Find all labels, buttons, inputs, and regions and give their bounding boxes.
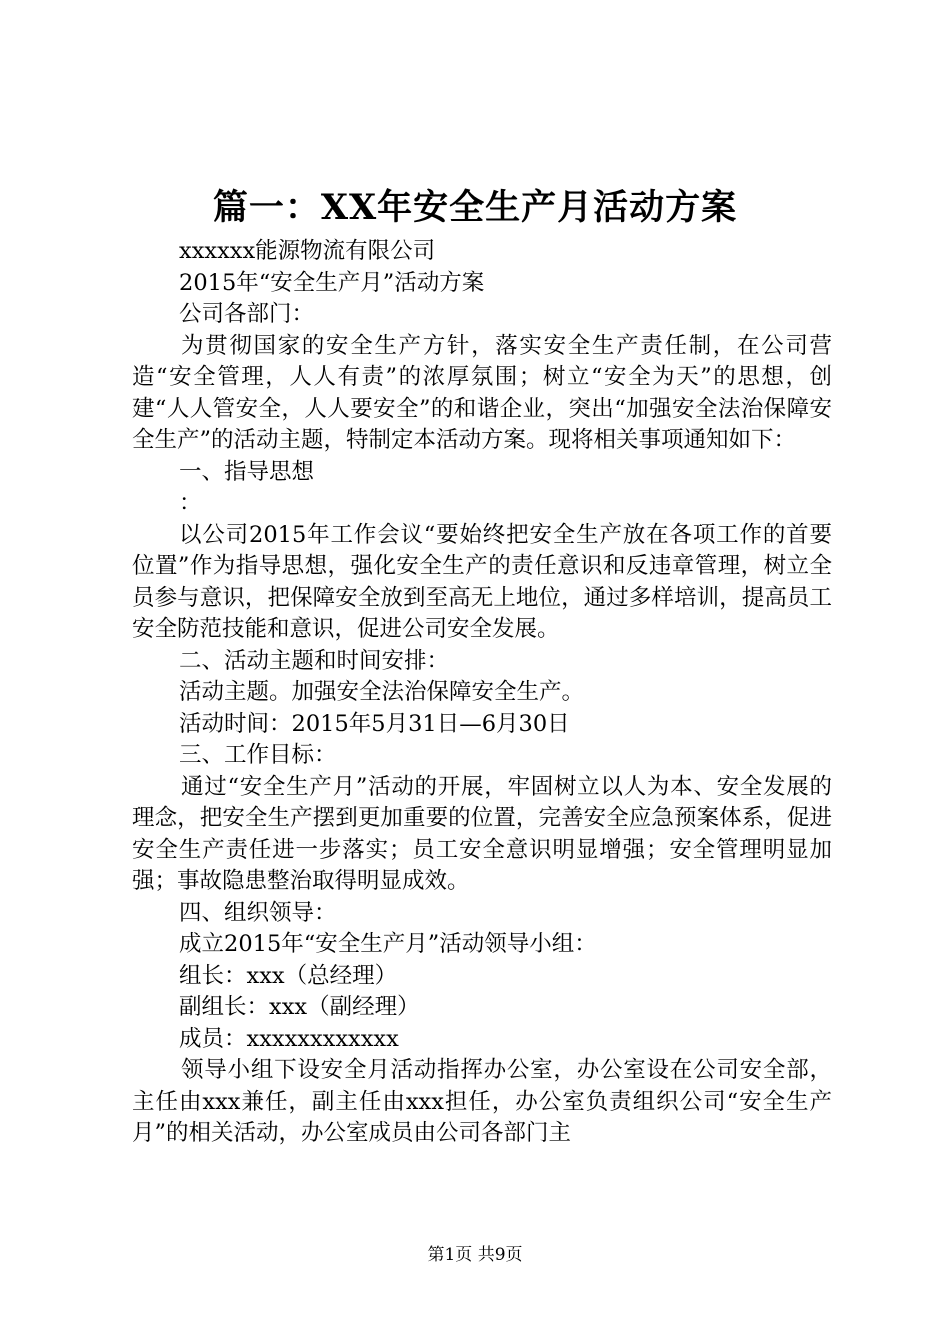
plan-name-line: 2015年“安全生产月”活动方案 bbox=[179, 269, 485, 296]
section-heading-1: 一、指导思想 bbox=[179, 458, 315, 485]
guiding-thought-paragraph: 以公司2015年工作会议“要始终把安全生产放在各项工作的首要位置”作为指导思想，强化安全生产的责任意识和反违章管理，树立全员参与意识，把保障安全放到至高无上地位，通过多样培训，提高员工安全防范技能和意识，促进公司安全发展。 bbox=[132, 521, 832, 642]
company-name-line: xxxxxx能源物流有限公司 bbox=[179, 238, 436, 264]
group-leader-line: 组长：xxx（总经理） bbox=[179, 962, 398, 989]
intro-paragraph: 为贯彻国家的安全生产方针，落实安全生产责任制，在公司营造“安全管理，人人有责”的浓厚氛围；树立“安全为天”的思想，创建“人人管安全，人人要安全”的和谐企业，突出“加强安全法治保障安全生产”的活动主题，特制定本活动方案。现将相关事项通知如下： bbox=[132, 332, 832, 453]
work-goal-paragraph: 通过“安全生产月”活动的开展，牢固树立以人为本、安全发展的理念，把安全生产摆到更加重要的位置，完善安全应急预案体系，促进安全生产责任进一步落实；员工安全意识明显增强；安全管理明显加强；事故隐患整治取得明显成效。 bbox=[132, 773, 832, 894]
colon-line: ： bbox=[179, 490, 202, 516]
activity-theme-line: 活动主题。加强安全法治保障安全生产。 bbox=[179, 679, 585, 705]
document-body bbox=[132, 236, 832, 1150]
salutation-line: 公司各部门： bbox=[179, 301, 315, 327]
page-footer: 第1页 共9页 bbox=[427, 1245, 523, 1265]
deputy-leader-line: 副组长：xxx（副经理） bbox=[179, 994, 420, 1020]
document-title: 篇一：XX年安全生产月活动方案 bbox=[212, 187, 738, 228]
members-line: 成员：xxxxxxxxxxxx bbox=[179, 1025, 399, 1052]
section-heading-4: 四、组织领导： bbox=[179, 899, 337, 926]
leading-group-line: 成立2015年“安全生产月”活动领导小组： bbox=[179, 931, 597, 957]
office-paragraph: 领导小组下设安全月活动指挥办公室，办公室设在公司安全部，主任由xxx兼任，副主任由xxx担任，办公室负责组织公司“安全生产月”的相关活动，办公室成员由公司各部门主 bbox=[132, 1057, 832, 1146]
section-heading-2: 二、活动主题和时间安排： bbox=[179, 647, 450, 674]
section-heading-3: 三、工作目标： bbox=[179, 742, 337, 768]
activity-time-line: 活动时间：2015年5月31日—6月30日 bbox=[179, 710, 570, 737]
